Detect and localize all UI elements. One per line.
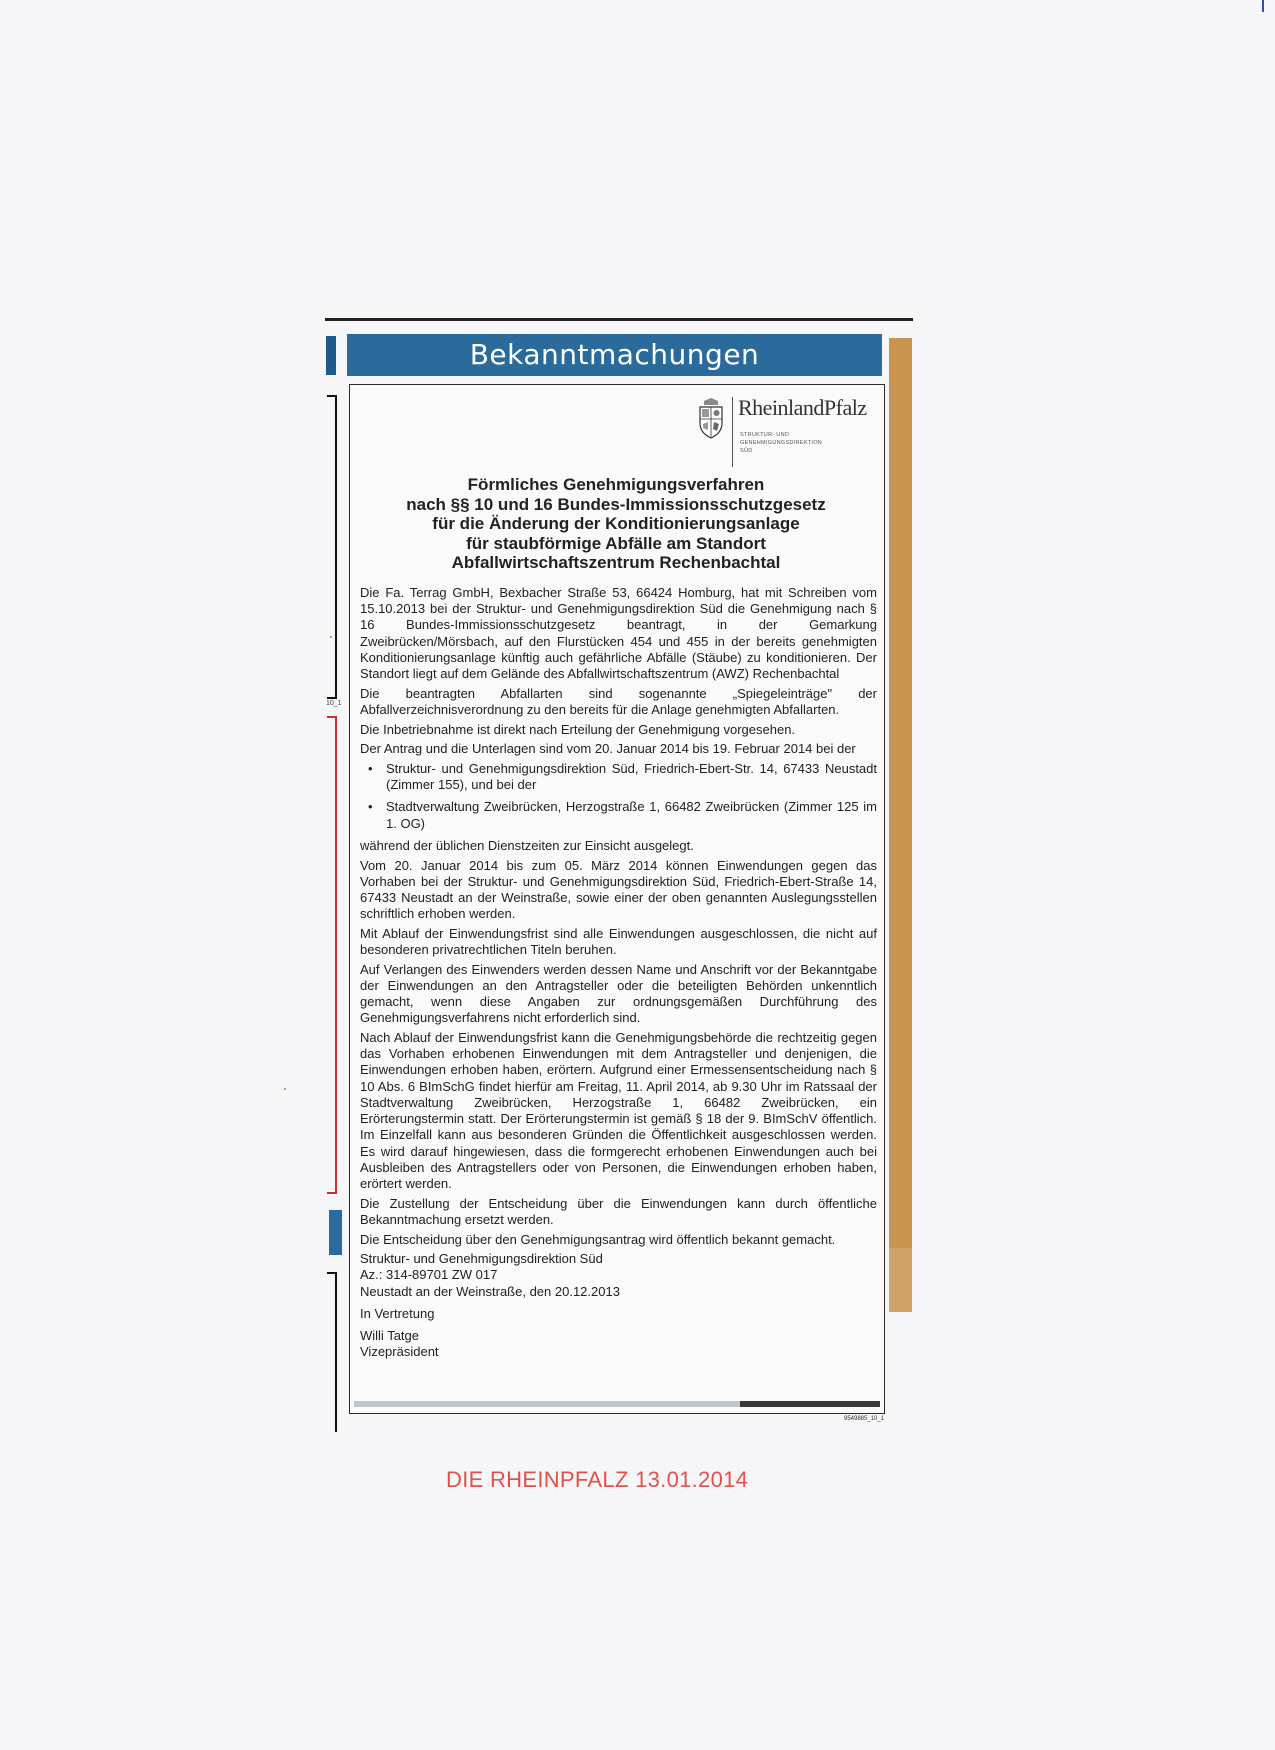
logo-wordmark: RheinlandPfalz xyxy=(738,395,867,420)
margin-bracket xyxy=(327,395,337,699)
paragraph: Die beantragten Abfallarten sind sogenannte „Spiegeleinträge" der Abfallverzeichnisverordnung zu den bereits für die Anlage genehmigten Abfallarten. xyxy=(360,685,877,717)
signature-block xyxy=(360,1251,877,1300)
coat-of-arms-icon xyxy=(698,397,724,439)
in-lieu-line: In Vertretung xyxy=(360,1305,435,1321)
margin-bracket-red xyxy=(327,716,337,1194)
logo-subline: STRUKTUR- UND GENEHMIGUNGSDIREKTION SÜD xyxy=(740,432,823,454)
paragraph: während der üblichen Dienstzeiten zur Einsicht ausgelegt. xyxy=(360,837,694,853)
page-edge-mark xyxy=(1262,0,1264,12)
signatory xyxy=(360,1328,877,1360)
source-stamp: DIE RHEINPFALZ 13.01.2014 xyxy=(446,1467,749,1492)
announcement-title: Förmliches Genehmigungsverfahren nach §§ 10 und 16 Bundes-Immissionsschutzgesetz für die Änderung der Konditionierungsanlage für staubförmige Abfälle am Standort Abfallwirtschaftszentrum Rechenbachtal xyxy=(406,475,826,572)
speck xyxy=(330,636,332,638)
announcement-box xyxy=(349,384,885,1414)
location-list xyxy=(360,761,877,832)
section-header: Bekanntmachungen xyxy=(347,334,882,376)
paragraph: Nach Ablauf der Einwendungsfrist kann die Genehmigungsbehörde die rechtzeitig gegen das Vorhaben erhobenen Einwendungen mit dem Antragsteller und denjenigen, die Einwendungen erhoben haben, erörtern. Aufgrund einer Ermessensentscheidung nach § 10 Abs. 6 BImSchG findet hierfür am Freitag, 11. April 2014, ab 9.30 Uhr im Ratssaal der Stadtverwaltung Zweibrücken, Herzogstraße 1, 66482 Zweibrücken, ein Erörterungstermin statt. Der Erörterungstermin ist gemäß § 18 der 9. BImSchV öffentlich. Im Einzelfall kann aus besonderen Gründen die Öffentlichkeit ausgeschlossen werden. Es wird darauf hingewiesen, dass die formgerecht erhobenen Einwendungen auch bei Ausbleiben des Antragstellers oder von Personen, die Einwendungen erhoben haben, erörtert werden. xyxy=(360,1030,877,1191)
left-accent-bar xyxy=(326,336,336,375)
ad-code: 9549885_10_1 xyxy=(844,1416,885,1422)
list-item: • Stadtverwaltung Zweibrücken, Herzogstraße 1, 66482 Zweibrücken (Zimmer 125 im 1. OG) xyxy=(360,799,877,831)
paragraph: Die Fa. Terrag GmbH, Bexbacher Straße 53, 66424 Homburg, hat mit Schreiben vom 15.10.2013 bei der Struktur- und Genehmigungsdirektion Süd die Genehmigung nach § 16 Bundes-Immissionsschutzgesetz beantragt, in der Gemarkung Zweibrücken/Mörsbach, auf den Flurstücken 454 und 455 in der bereits genehmigten Konditionierungsanlage künftig auch gefährliche Abfälle (Stäube) zu konditionieren. Der Standort liegt auf dem Gelände des Abfallwirtschaftszentrum (AWZ) Rechenbachtal xyxy=(360,585,877,682)
paragraph: Auf Verlangen des Einwenders werden dessen Name und Anschrift vor der Bekanntgabe der Einwendungen an den Antragsteller oder die beteiligten Behörden unkenntlich gemacht, wenn diese Angaben zur ordnungsgemäßen Durchführung des Genehmigungsverfahrens nicht erforderlich sind. xyxy=(360,961,877,1026)
paragraph: Die Zustellung der Entscheidung über die Einwendungen kann durch öffentliche Bekanntmachung ersetzt werden. xyxy=(360,1195,877,1227)
orange-margin-bar xyxy=(889,338,912,1248)
paragraph: Vom 20. Januar 2014 bis zum 05. März 2014 können Einwendungen gegen das Vorhaben bei der Struktur- und Genehmigungsdirektion Süd, Friedrich-Ebert-Straße 14, 67433 Neustadt an der Weinstraße, sowie einer der oben genannten Auslegungsstellen schriftlich erhoben werden. xyxy=(360,857,877,922)
orange-margin-bar-lower xyxy=(889,1248,912,1312)
paragraph: Die Inbetriebnahme ist direkt nach Erteilung der Genehmigung vorgesehen. xyxy=(360,721,796,737)
margin-bracket-lower xyxy=(327,1272,337,1432)
paragraph: Der Antrag und die Unterlagen sind vom 20. Januar 2014 bis 19. Februar 2014 bei der xyxy=(360,741,856,757)
paragraph: Die Entscheidung über den Genehmigungsantrag wird öffentlich bekannt gemacht. xyxy=(360,1231,836,1247)
authority-name: Struktur- und Genehmigungsdirektion Süd xyxy=(360,1251,603,1267)
list-item: • Struktur- und Genehmigungsdirektion Süd, Friedrich-Ebert-Str. 14, 67433 Neustadt (Zimmer 155), und bei der xyxy=(360,761,877,793)
speck xyxy=(284,1088,286,1090)
paragraph: Mit Ablauf der Einwendungsfrist sind alle Einwendungen ausgeschlossen, die nicht auf besonderen privatrechtlichen Titeln beruhen. xyxy=(360,925,877,958)
bottom-strip-dark xyxy=(740,1401,880,1407)
logo-divider xyxy=(732,397,733,467)
state-logo xyxy=(698,397,868,467)
signatory-role: Vizepräsident xyxy=(360,1344,439,1360)
left-accent-bar-lower xyxy=(329,1210,342,1255)
margin-mark: 10_1 xyxy=(326,700,342,707)
announcement-body xyxy=(360,585,877,1360)
top-rule xyxy=(325,318,913,321)
signatory-name: Willi Tatge xyxy=(360,1328,420,1344)
reference-number: Az.: 314-89701 ZW 017 xyxy=(360,1267,498,1283)
place-date: Neustadt an der Weinstraße, den 20.12.2013 xyxy=(360,1283,620,1299)
